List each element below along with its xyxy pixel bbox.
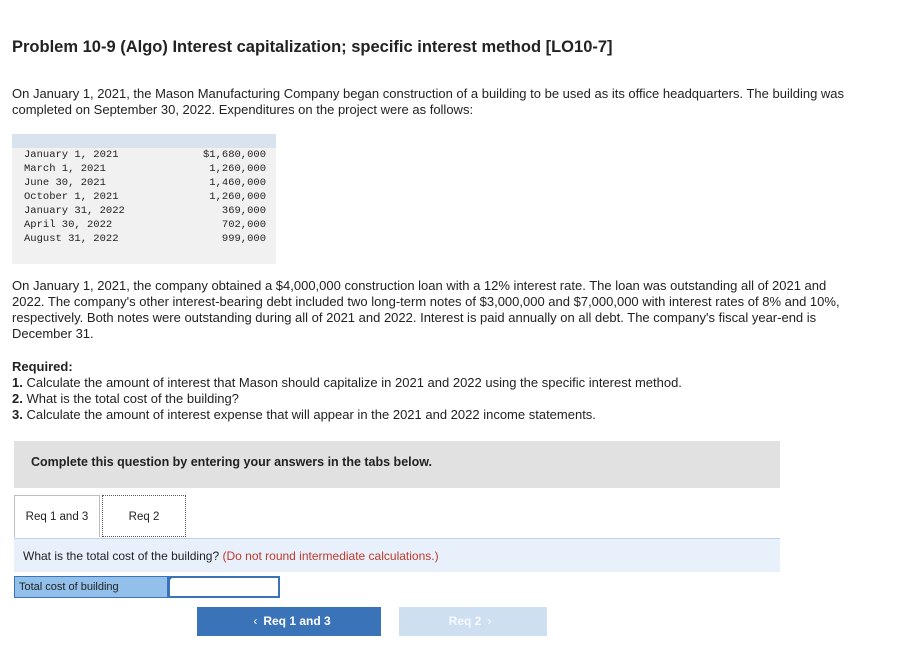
- expenditure-amount: 1,460,000: [209, 177, 266, 189]
- expenditure-row: [12, 162, 276, 176]
- chevron-left-icon: ‹: [253, 614, 258, 628]
- expenditures-table: [12, 134, 276, 264]
- expenditure-amount: $1,680,000: [202, 149, 266, 161]
- expenditure-row: [12, 218, 276, 232]
- expenditure-date: June 30, 2021: [24, 177, 106, 189]
- required-heading: Required:: [12, 359, 73, 374]
- instructions-text: Complete this question by entering your answers in the tabs below.: [31, 455, 432, 469]
- answer-row: [14, 576, 280, 598]
- expenditure-amount: 999,000: [221, 233, 266, 245]
- expenditure-row: [12, 190, 276, 204]
- expenditure-date: January 1, 2021: [24, 149, 119, 161]
- instructions-banner: [14, 441, 780, 488]
- expenditure-amount: 702,000: [221, 219, 266, 231]
- total-cost-input[interactable]: [168, 576, 280, 598]
- question-text: What is the total cost of the building? (Do not round intermediate calculations.): [23, 549, 439, 563]
- expenditure-row: [12, 232, 276, 246]
- intro-paragraph: On January 1, 2021, the Mason Manufacturing Company began construction of a building to be used as its office headquarters. The building was completed on September 30, 2022. Expenditures on the project were as follows:: [12, 86, 845, 117]
- required-item: 2. What is the total cost of the building?: [12, 391, 239, 406]
- required-section: [12, 359, 872, 423]
- expenditure-date: August 31, 2022: [24, 233, 119, 245]
- expenditure-row: [12, 204, 276, 218]
- answer-label: Total cost of building: [14, 576, 168, 598]
- expenditure-amount: 1,260,000: [209, 191, 266, 203]
- expenditure-amount: 369,000: [221, 205, 266, 217]
- input-corner-marker-icon: [169, 577, 173, 581]
- loan-paragraph: On January 1, 2021, the company obtained a $4,000,000 construction loan with a 12% interest rate. The loan was outstanding all of 2021 and 2022. The company's other interest-bearing debt included two long-term notes of $3,000,000 and $7,000,000 with interest rates of 8% and 10%, respectively. Both notes were outstanding during all of 2021 and 2022. Interest is paid annually on all debt. The company's fiscal year-end is December 31.: [12, 278, 840, 341]
- question-hint: (Do not round intermediate calculations.): [222, 549, 439, 563]
- required-item: 3. Calculate the amount of interest expense that will appear in the 2021 and 2022 income statements.: [12, 407, 596, 422]
- expenditure-date: October 1, 2021: [24, 191, 119, 203]
- tab-req-2[interactable]: Req 2: [102, 495, 186, 537]
- question-panel: [14, 538, 780, 572]
- expenditure-row: [12, 176, 276, 190]
- expenditure-amount: 1,260,000: [209, 163, 266, 175]
- expenditure-date: March 1, 2021: [24, 163, 106, 175]
- problem-title: Problem 10-9 (Algo) Interest capitalization; specific interest method [LO10-7]: [12, 38, 613, 56]
- expenditure-date: April 30, 2022: [24, 219, 113, 231]
- chevron-right-icon: ›: [487, 614, 492, 628]
- tab-req-1-and-3[interactable]: Req 1 and 3: [14, 495, 100, 537]
- required-item: 1. Calculate the amount of interest that Mason should capitalize in 2021 and 2022 using the specific interest method.: [12, 375, 682, 390]
- prev-tab-button[interactable]: ‹ Req 1 and 3: [197, 607, 381, 636]
- next-tab-button[interactable]: Req 2 ›: [399, 607, 547, 636]
- expenditure-row: [12, 148, 276, 162]
- expenditure-date: January 31, 2022: [24, 205, 125, 217]
